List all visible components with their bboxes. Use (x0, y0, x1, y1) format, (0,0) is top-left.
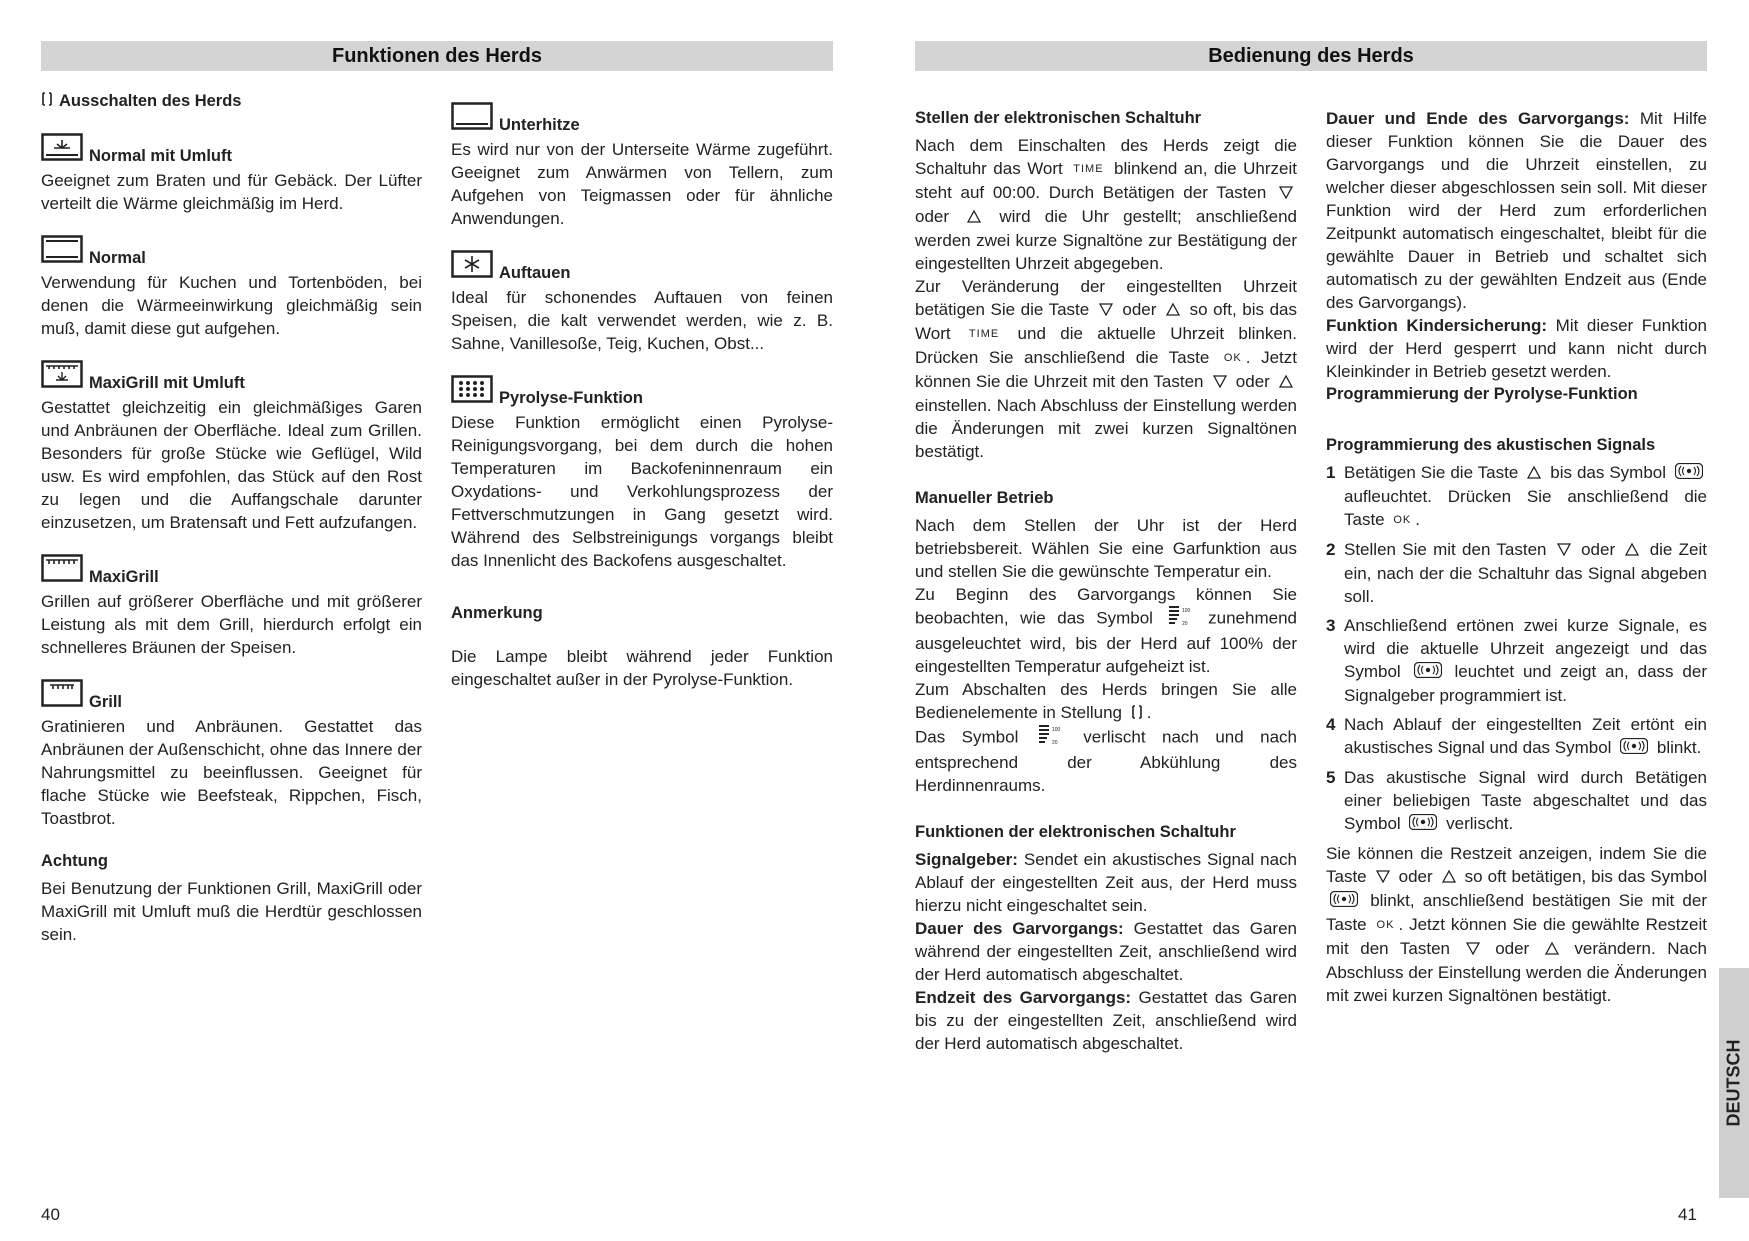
section-text: Die Lampe bleibt während jeder Funktion eingeschaltet außer in der Pyrolyse-Funktion. (451, 647, 833, 689)
down-arrow-icon (1557, 539, 1571, 562)
section-anmerkung-text (451, 645, 833, 691)
section-text: Gratinieren und Anbräunen. Gestattet das Anbräunen der Außenschicht, ohne das Innere der Nahrungsmittel zu beeinflussen. Geeignet für flache Stücke wie Beefsteak, Rippchen, Fisch, Toastbrot. (41, 717, 422, 828)
section-title: Unterhitze (499, 116, 580, 134)
section-title: Grill (89, 693, 123, 711)
down-arrow-icon (1279, 182, 1293, 205)
ok-symbol: OK (1376, 919, 1395, 932)
right-col4 (1326, 107, 1707, 1007)
maxigrill-icon (41, 554, 83, 589)
bell-icon (1330, 890, 1358, 913)
section-title: Ausschalten des Herds (59, 92, 242, 110)
section-title: Pyrolyse-Funktion (499, 389, 643, 407)
convection-icon (41, 133, 83, 168)
section-text: Grillen auf größerer Oberfläche und mit größerer Leistung als mit dem Grill, hierdurch erfolgt ein schnelleres Bräunen der Speisen. (41, 592, 422, 657)
down-arrow-icon (1213, 371, 1227, 394)
section-text: Geeignet zum Braten und für Gebäck. Der Lüfter verteilt die Wärme gleichmäßig im Herd. (41, 171, 422, 213)
list-item: 5 Das akustische Signal wird durch Betätigen einer beliebigen Taste abgeschaltet und das Symbol verlischt. (1326, 766, 1707, 836)
up-arrow-icon (1442, 866, 1456, 889)
manual-text-2: Zu Beginn des Garvorgangs können Sie beobachten, wie das Symbol zunehmend ausgeleuchtet wird, bis der Herd auf 100% der eingestellten Temperatur aufgeheizt ist. (915, 585, 1297, 677)
up-arrow-icon (1166, 299, 1180, 322)
section-title: MaxiGrill (89, 568, 159, 586)
list-item: 2 Stellen Sie mit den Tasten oder die Zeit ein, nach der die Schaltuhr das Signal abgeben soll. (1326, 540, 1708, 607)
left-header: Funktionen des Herds (41, 41, 833, 71)
manual-text-4: Das Symbol verlischt nach und nach entsprechend der Abkühlung des Herdinnenraums. (915, 725, 1297, 797)
section-title: Stellen der elektronischen Schaltuhr (915, 109, 1202, 127)
section-text: Bei Benutzung der Funktionen Grill, MaxiGrill oder MaxiGrill mit Umluft muß die Herdtür geschlossen sein. (41, 879, 422, 944)
heat-indicator-icon (1169, 606, 1193, 632)
down-arrow-icon (1099, 299, 1113, 322)
section-title: Normal mit Umluft (89, 147, 233, 165)
section-title: Manueller Betrieb (915, 489, 1054, 508)
section-anmerkung (451, 602, 833, 625)
section-normal (41, 235, 422, 340)
maxigrill-fan-icon (41, 360, 83, 395)
right-col3 (915, 107, 1297, 1055)
section-normal-umluft (41, 133, 422, 215)
timer-func-2: Dauer des Garvorgangs: Gestattet das Garen während der eingestellten Zeit, anschließend wird der Herd automatisch abgeschaltet. (915, 919, 1297, 985)
off-icon (1131, 702, 1143, 725)
bell-icon (1620, 737, 1648, 760)
section-auftauen (451, 250, 833, 355)
bell-icon (1409, 813, 1437, 836)
section-achtung (41, 850, 422, 946)
up-arrow-icon (1545, 938, 1559, 961)
top-bottom-heat-icon (41, 235, 83, 270)
section-text: Gestattet gleichzeitig ein gleichmäßiges Garen und Anbräunen der Oberfläche. Ideal zum Grillen. Besonders für große Stücke wie Geflügel, Wild usw. Es wird empfohlen, das Stück auf den Rost zu legen und die Auffangschale darunter einzusetzen, um Bratensaft und Fett aufzufangen. (41, 398, 422, 532)
signal-steps (1326, 461, 1707, 836)
section-text: Es wird nur von der Unterseite Wärme zugeführt. Geeignet zum Anwärmen von Tellern, zum Aufgehen von Teigmassen oder für ähnliche Anwendungen. (451, 140, 833, 228)
page-number-right: 41 (1678, 1205, 1697, 1224)
pyrolysis-icon (451, 375, 493, 410)
right-page (870, 0, 1749, 1241)
heat-indicator-icon (1039, 725, 1063, 751)
up-arrow-icon (1625, 539, 1639, 562)
up-arrow-icon (1279, 371, 1293, 394)
section-unterhitze (451, 102, 833, 230)
section-title: Funktionen der elektronischen Schaltuhr (915, 823, 1236, 842)
manual-text-1: Nach dem Stellen der Uhr ist der Herd betriebsbereit. Wählen Sie eine Garfunktion aus und stellen Sie die gewünschte Temperatur ein. (915, 516, 1297, 582)
list-item: 1 Betätigen Sie die Taste bis das Symbol aufleuchtet. Drücken Sie anschließend die Taste OK . (1326, 461, 1707, 532)
section-title: Normal (89, 249, 146, 267)
section-off (41, 90, 422, 113)
section-text: Verwendung für Kuchen und Tortenböden, bei denen die Wärmeeinwirkung gleichmäßig sein muß, damit diese gut aufgehen. (41, 273, 422, 338)
down-arrow-icon (1376, 866, 1390, 889)
duration-end-text: Dauer und Ende des Garvorgangs: Mit Hilfe dieser Funktion können Sie die Dauer des Garvorgangs und die Uhrzeit einstellen, zu welcher dieser abgeschlossen sein soll. Mit dieser Funktion wird der Herd zum erforderlichen Zeitpunkt automatisch eingeschaltet, bleibt für die gewählte Dauer in Betrieb und schaltet sich automatisch zu der gewählten Endzeit aus (Ende des Garvorgangs). (1326, 109, 1707, 312)
section-title: Achtung (41, 852, 108, 870)
bottom-heat-icon (451, 102, 493, 137)
child-lock-text: Funktion Kindersicherung: Mit dieser Funktion wird der Herd gesperrt und kann nicht durch Kleinkinder in Betrieb gesetzt werden. (1326, 316, 1707, 381)
time-symbol: TIME (1073, 163, 1104, 176)
language-tab: DEUTSCH (1719, 968, 1749, 1198)
bell-icon (1675, 462, 1703, 485)
up-arrow-icon (967, 206, 981, 229)
list-item: 4 Nach Ablauf der eingestellten Zeit ertönt ein akustisches Signal und das Symbol blinkt. (1326, 713, 1707, 760)
ok-symbol: OK (1223, 352, 1242, 365)
timer-func-1: Signalgeber: Sendet ein akustisches Signal nach Ablauf der eingestellten Zeit aus, der Herd muss hierzu nicht eingeschaltet sein. (915, 850, 1297, 916)
ok-symbol: OK (1393, 514, 1412, 527)
left-page (0, 0, 870, 1241)
section-text: Diese Funktion ermöglicht einen Pyrolyse-Reinigungsvorgang, bei dem durch die hohen Temperaturen im Backofeninnenraum ein Oxydations- und Verkohlungsprozess der Fettverschmutzungen in Gang gesetzt wird. Während des Selbstreinigungs vorgangs bleibt das Innenlicht des Backofens ausgeschaltet. (451, 413, 833, 570)
list-item: 3 Anschließend ertönen zwei kurze Signale, es wird die aktuelle Uhrzeit angezeigt und das Symbol leuchtet und zeigt an, dass der Signalgeber programmiert ist. (1326, 616, 1707, 706)
time-symbol: TIME (968, 328, 1000, 341)
manual-text-3: Zum Abschalten des Herds bringen Sie alle Bedienelemente in Stellung . (915, 678, 1297, 725)
up-arrow-icon (1527, 462, 1541, 485)
section-grill (41, 679, 422, 830)
section-title: Programmierung der Pyrolyse-Funktion (1326, 385, 1638, 403)
off-icon (41, 90, 53, 113)
section-maxigrill (41, 554, 422, 659)
section-pyrolyse (451, 375, 833, 572)
section-maxigrill-umluft (41, 360, 422, 534)
section-title: MaxiGrill mit Umluft (89, 374, 245, 392)
defrost-icon (451, 250, 493, 285)
clock-setting-text: Nach dem Einschalten des Herds zeigt die Schaltuhr das Wort TIME blinkend an, die Uhrzeit steht auf 00:00. Durch Betätigen der Tasten oder wird die Uhr gestellt; anschließend werden zwei kurze Signaltöne zur Bestätigung der eingestellten Uhrzeit abgegeben. (915, 136, 1297, 274)
bell-icon (1414, 661, 1442, 684)
down-arrow-icon (1466, 938, 1480, 961)
right-header: Bedienung des Herds (915, 41, 1707, 71)
section-title: Programmierung des akustischen Signals (1326, 436, 1656, 454)
left-col1 (41, 90, 422, 946)
clock-change-text: Zur Veränderung der eingestellten Uhrzeit betätigen Sie die Taste oder so oft, bis das Wort TIME und die aktuelle Uhrzeit blinken. Drücken Sie anschließend die Taste OK . Jetzt können Sie die Uhrzeit mit den Tasten oder einstellen. Nach Abschluss der Einstellung werden die Änderungen mit zwei kurzen Signaltönen bestätigt. (915, 277, 1297, 462)
left-col2 (451, 102, 833, 691)
grill-icon (41, 679, 83, 714)
section-text: Ideal für schonendes Auftauen von feinen Speisen, die kalt verwendet werden, wie z. B. Sahne, Vanillesoße, Teig, Kuchen, Obst... (451, 288, 833, 353)
section-title: Anmerkung (451, 604, 543, 622)
page-number-left: 40 (41, 1205, 60, 1224)
section-title: Auftauen (499, 264, 571, 282)
timer-func-3: Endzeit des Garvorgangs: Gestattet das Garen bis zu der eingestellten Zeit, anschließend wird der Herd automatisch abgeschaltet. (915, 988, 1297, 1054)
remaining-time-text: Sie können die Restzeit anzeigen, indem Sie die Taste oder so oft betätigen, bis das Symbol blinkt, anschließend bestätigen Sie mit der Taste OK . Jetzt können Sie die gewählte Restzeit mit den Tasten oder verändern. Nach Abschluss der Einstellung werden die Änderungen mit zwei kurzen Signaltönen bestätigt. (1326, 844, 1707, 1006)
